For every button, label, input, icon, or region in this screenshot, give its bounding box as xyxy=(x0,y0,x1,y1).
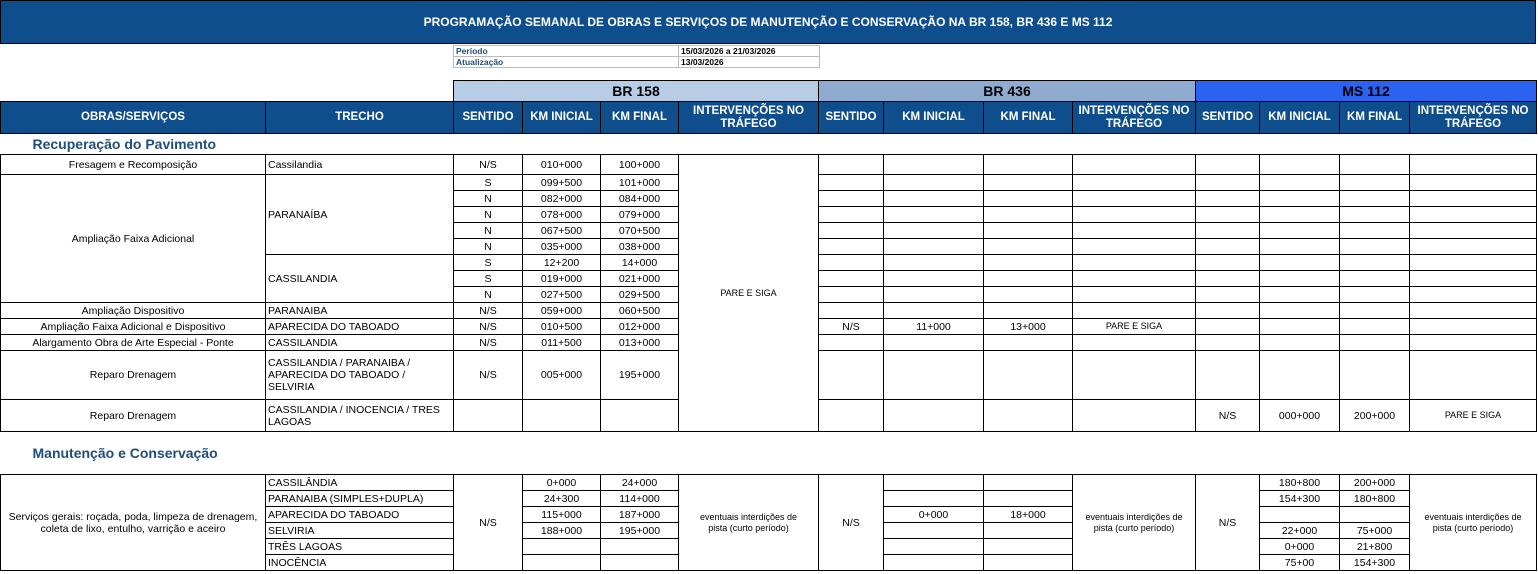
km-final-cell: 060+500 xyxy=(601,303,679,319)
km-inicial-cell xyxy=(523,539,601,555)
km-inicial-cell: 059+000 xyxy=(523,303,601,319)
br436-km-inicial-cell xyxy=(884,555,984,571)
br436-sentido-cell: N/S xyxy=(819,475,884,571)
km-inicial-cell: 027+500 xyxy=(523,287,601,303)
km-inicial-cell: 082+000 xyxy=(523,191,601,207)
section-title-recuperacao: Recuperação do Pavimento xyxy=(1,134,1537,155)
update-value: 13/03/2026 xyxy=(679,57,820,68)
br436-sentido-cell: N/S xyxy=(819,319,884,335)
km-final-cell: 114+000 xyxy=(601,491,679,507)
obra-cell: Ampliação Faixa Adicional e Dispositivo xyxy=(1,319,266,335)
br436-km-inicial-cell: 0+000 xyxy=(884,507,984,523)
km-final-cell: 101+000 xyxy=(601,175,679,191)
km-final-cell: 013+000 xyxy=(601,335,679,351)
br436-km-final-cell xyxy=(984,539,1073,555)
br436-km-final-cell xyxy=(984,475,1073,491)
sentido-cell: N/S xyxy=(454,319,523,335)
col-header-km-inicial: KM INICIAL xyxy=(884,102,984,134)
sentido-cell: N/S xyxy=(454,351,523,400)
sentido-cell: N xyxy=(454,223,523,239)
km-inicial-cell: 019+000 xyxy=(523,271,601,287)
col-header-km-inicial: KM INICIAL xyxy=(523,102,601,134)
col-header-intervencoes: INTERVENÇÕES NO TRÁFEGO xyxy=(1410,102,1537,134)
km-final-cell: 012+000 xyxy=(601,319,679,335)
trecho-cell: Cassilandia xyxy=(266,155,454,175)
ms112-km-inicial-cell: 22+000 xyxy=(1260,523,1340,539)
section-title-manutencao: Manutenção e Conservação xyxy=(1,432,1537,475)
schedule-table xyxy=(0,80,1537,571)
br436-km-inicial-cell xyxy=(884,475,984,491)
km-inicial-cell: 010+500 xyxy=(523,319,601,335)
sentido-cell: N xyxy=(454,239,523,255)
ms112-km-inicial-cell: 154+300 xyxy=(1260,491,1340,507)
col-header-sentido: SENTIDO xyxy=(1196,102,1260,134)
km-inicial-cell: 099+500 xyxy=(523,175,601,191)
sentido-cell: S xyxy=(454,175,523,191)
trecho-cell: CASSILANDIA xyxy=(266,335,454,351)
col-header-intervencoes: INTERVENÇÕES NO TRÁFEGO xyxy=(679,102,819,134)
km-final-cell: 14+000 xyxy=(601,255,679,271)
sentido-cell: S xyxy=(454,271,523,287)
km-inicial-cell: 067+500 xyxy=(523,223,601,239)
br436-km-final-cell xyxy=(984,555,1073,571)
interv-br158-cell: eventuais interdições de pista (curto período) xyxy=(679,475,819,571)
road-header-br436: BR 436 xyxy=(819,81,1196,102)
trecho-cell: INOCÊNCIA xyxy=(266,555,454,571)
sentido-cell: N xyxy=(454,207,523,223)
trecho-cell: PARANAÍBA xyxy=(266,175,454,255)
br436-km-final-cell: 18+000 xyxy=(984,507,1073,523)
obra-cell: Fresagem e Recomposição xyxy=(1,155,266,175)
trecho-cell: CASSILANDIA / INOCENCIA / TRES LAGOAS xyxy=(266,400,454,432)
sentido-cell: N/S xyxy=(454,335,523,351)
br436-km-inicial-cell xyxy=(884,523,984,539)
km-inicial-cell xyxy=(523,555,601,571)
km-final-cell: 24+000 xyxy=(601,475,679,491)
period-label: Período xyxy=(454,46,679,57)
km-inicial-cell: 12+200 xyxy=(523,255,601,271)
km-inicial-cell: 0+000 xyxy=(523,475,601,491)
obra-cell: Alargamento Obra de Arte Especial - Ponte xyxy=(1,335,266,351)
road-header-ms112: MS 112 xyxy=(1196,81,1537,102)
sentido-cell: N xyxy=(454,287,523,303)
period-box xyxy=(453,45,819,68)
sentido-cell: N xyxy=(454,191,523,207)
trecho-cell: PARANAIBA xyxy=(266,303,454,319)
sentido-cell: N/S xyxy=(454,475,523,571)
km-final-cell: 038+000 xyxy=(601,239,679,255)
km-inicial-cell: 115+000 xyxy=(523,507,601,523)
sentido-cell: N/S xyxy=(454,155,523,175)
km-inicial-cell: 078+000 xyxy=(523,207,601,223)
br436-km-inicial-cell xyxy=(884,539,984,555)
ms112-km-inicial-cell xyxy=(1260,507,1340,523)
sentido-cell: N/S xyxy=(454,303,523,319)
br436-interv-cell: eventuais interdições de pista (curto período) xyxy=(1073,475,1196,571)
br436-interv-cell: PARE E SIGA xyxy=(1073,319,1196,335)
br436-km-inicial-cell xyxy=(884,491,984,507)
col-header-intervencoes: INTERVENÇÕES NO TRÁFEGO xyxy=(1073,102,1196,134)
ms112-km-final-cell: 75+000 xyxy=(1340,523,1410,539)
km-inicial-cell: 005+000 xyxy=(523,351,601,400)
trecho-cell: TRÊS LAGOAS xyxy=(266,539,454,555)
km-final-cell: 029+500 xyxy=(601,287,679,303)
period-value: 15/03/2026 a 21/03/2026 xyxy=(679,46,820,57)
trecho-cell: SELVIRIA xyxy=(266,523,454,539)
ms112-km-final-cell: 180+800 xyxy=(1340,491,1410,507)
km-final-cell: 021+000 xyxy=(601,271,679,287)
br436-km-inicial-cell: 11+000 xyxy=(884,319,984,335)
trecho-cell: CASSILANDIA / PARANAIBA / APARECIDA DO TABOADO / SELVIRIA xyxy=(266,351,454,400)
col-header-obras: OBRAS/SERVIÇOS xyxy=(1,102,266,134)
trecho-cell: CASSILÂNDIA xyxy=(266,475,454,491)
ms112-km-inicial-cell: 000+000 xyxy=(1260,400,1340,432)
ms112-km-final-cell: 200+000 xyxy=(1340,475,1410,491)
km-final-cell: 084+000 xyxy=(601,191,679,207)
sentido-cell: S xyxy=(454,255,523,271)
trecho-cell: CASSILANDIA xyxy=(266,255,454,303)
br436-km-final-cell xyxy=(984,523,1073,539)
trecho-cell: PARANAIBA (SIMPLES+DUPLA) xyxy=(266,491,454,507)
km-inicial-cell: 011+500 xyxy=(523,335,601,351)
obra-cell: Serviços gerais: roçada, poda, limpeza de drenagem, coleta de lixo, entulho, varrição e aceiro xyxy=(1,475,266,571)
km-final-cell xyxy=(601,539,679,555)
km-inicial-cell: 188+000 xyxy=(523,523,601,539)
interv-br158-cell: PARE E SIGA xyxy=(679,155,819,432)
ms112-km-final-cell: 154+300 xyxy=(1340,555,1410,571)
ms112-km-final-cell: 21+800 xyxy=(1340,539,1410,555)
ms112-sentido-cell: N/S xyxy=(1196,400,1260,432)
br436-km-final-cell xyxy=(984,491,1073,507)
km-final-cell: 070+500 xyxy=(601,223,679,239)
ms112-km-inicial-cell: 0+000 xyxy=(1260,539,1340,555)
col-header-km-final: KM FINAL xyxy=(984,102,1073,134)
update-label: Atualização xyxy=(454,57,679,68)
km-final-cell: 079+000 xyxy=(601,207,679,223)
ms112-interv-cell: eventuais interdições de pista (curto período) xyxy=(1410,475,1537,571)
ms112-sentido-cell: N/S xyxy=(1196,475,1260,571)
km-final-cell xyxy=(601,555,679,571)
col-header-km-final: KM FINAL xyxy=(601,102,679,134)
km-inicial-cell: 010+000 xyxy=(523,155,601,175)
ms112-km-inicial-cell: 180+800 xyxy=(1260,475,1340,491)
ms112-km-final-cell: 200+000 xyxy=(1340,400,1410,432)
obra-cell: Ampliação Dispositivo xyxy=(1,303,266,319)
ms112-km-final-cell xyxy=(1340,507,1410,523)
br436-km-final-cell: 13+000 xyxy=(984,319,1073,335)
col-header-km-final: KM FINAL xyxy=(1340,102,1410,134)
km-final-cell: 187+000 xyxy=(601,507,679,523)
road-header-br158: BR 158 xyxy=(454,81,819,102)
km-final-cell: 100+000 xyxy=(601,155,679,175)
km-inicial-cell: 035+000 xyxy=(523,239,601,255)
col-header-trecho: TRECHO xyxy=(266,102,454,134)
ms112-interv-cell: PARE E SIGA xyxy=(1410,400,1537,432)
km-inicial-cell: 24+300 xyxy=(523,491,601,507)
col-header-km-inicial: KM INICIAL xyxy=(1260,102,1340,134)
km-final-cell: 195+000 xyxy=(601,351,679,400)
obra-cell: Reparo Drenagem xyxy=(1,400,266,432)
obra-cell: Reparo Drenagem xyxy=(1,351,266,400)
col-header-sentido: SENTIDO xyxy=(454,102,523,134)
page-title: PROGRAMAÇÃO SEMANAL DE OBRAS E SERVIÇOS DE MANUTENÇÃO E CONSERVAÇÃO NA BR 158, BR 436 E MS 112 xyxy=(0,0,1536,44)
trecho-cell: APARECIDA DO TABOADO xyxy=(266,507,454,523)
km-final-cell: 195+000 xyxy=(601,523,679,539)
ms112-km-inicial-cell: 75+00 xyxy=(1260,555,1340,571)
trecho-cell: APARECIDA DO TABOADO xyxy=(266,319,454,335)
obra-cell: Ampliação Faixa Adicional xyxy=(1,175,266,303)
col-header-sentido: SENTIDO xyxy=(819,102,884,134)
